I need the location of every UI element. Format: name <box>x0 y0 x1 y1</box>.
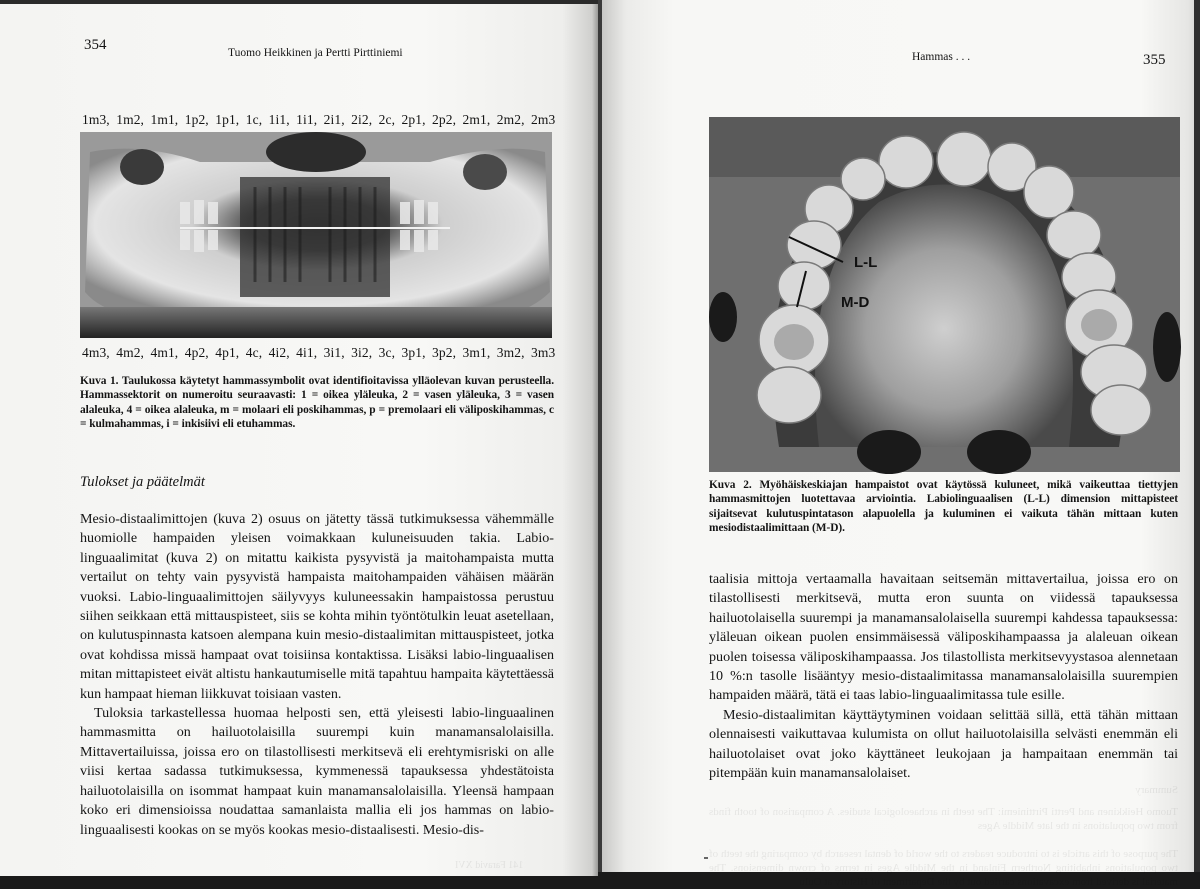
show-through-abstract: The purpose of this article is to introduce readers to the world of dental research by comparing the teeth of two populations inhabiting Northern Finland in the Middle Ages in terms of crown dimensions. The material is derived from excavations carried out by the Department of History at Oulu <box>709 848 1178 888</box>
paragraph: Mesio-distaalimittojen (kuva 2) osuus on jätetty tässä tutkimuksessa vähemmälle huomiolle hampaiden yleisen voimakkaan kuluneisuuden takia. Labio-linguaalimitat (kuva 2) on mitattu kaikista pysyvistä ja maitohampaista mutta vertailut on tehty vain pysyvistä hampaista maitohampaiden vähäisen määrän vuoksi. Labio-linguaalimittojen säilyvyys kuluneessakin hampaistossa perustuu siihen seikkaan että mittauspisteet, siis se kohta mihin työntötulkin leuat asetellaan, on kulutuspinnasta katsoen alempana kuin mesio-distaalimitan mittauspisteet, jotka ovat kohdissa missä hampaat ovat toisiinsa kontaktissa. Lisäksi labio-linguaalisen mitan mittapisteet eivät altistu hankautumiselle mitä tapahtuu hampaita käytettäessä kun hampaat hieman liikkuvat toisiaan vasten. <box>80 511 554 702</box>
paragraph: Mesio-distaalimitan käyttäytyminen voidaan selittää sillä, että tähän mittaan olennaisesti vaikuttavaa kulumista on ollut hailuotolaisilla selvästi enemmän eli hailuotolaiset ovat joko käyttäneet leukojaan ja hampaitaan enemmän tai pitempään kuin manamansalolaiset. <box>709 706 1178 782</box>
show-through-text: 141 Faravid XVI <box>455 860 524 871</box>
paragraph: taalisia mittoja vertaamalla havaitaan seitsemän mittavertailua, joissa ero on tilastollisesti merkitsevä, mutta eron suunta on viidessä tapauksessa hailuotolaisella suurempi ja manamansalolaisella suurempi kahdessa tapauksessa: yläleuan oikean puolen ensimmäisessä väliposkihampaassa ja alaleuan oikean puolen toisessa väliposkihampaassa. Jos tilastollista merkitsevyystasoa alennetaan 10 %:n tasolle lisääntyy mesio-distaalimitassa manamansalolaisilla suurempien hampaiden määrä, tätä ei taas labio-linguaalimitassa tule esille. <box>709 571 1178 704</box>
paragraph: Tuloksia tarkastellessa huomaa helposti sen, että yleisesti labio-linguaalinen hammasmitta on hailuotolaisilla suurempi kuin manamansalolaisilla. Mittavertailuissa, joissa ero on tilastollisesti merkitsevä eli erehtymisriski on alle viisi kertaa sadassa tutkimuksessa, kymmenessä tapauksessa yhdestätoista hailuotolaisilla on isommat hampaat kuin manamansalolaisilla. Yleensä hampaan koko eri dimensioissa noudattaa samanlaista mallia eli jos hammas on labio-linguaalisesti kookas on se myös kookas mesio-distaalisesti. Mesio-dis- <box>80 705 554 838</box>
left-body-text <box>80 510 554 840</box>
panoramic-xray-image <box>80 132 552 338</box>
show-through-authors: Tuomo Heikkinen and Pertti Pirttiniemi: The teeth in archaeological studies. A comparison of tooth finds from two populations in the late Middle Ages <box>709 806 1178 832</box>
right-page <box>602 0 1200 888</box>
section-heading: Tulokset ja päätelmät <box>80 474 205 490</box>
show-through-summary <box>709 783 1178 889</box>
dental-arch-photo <box>709 117 1180 472</box>
upper-tooth-codes: 1m3, 1m2, 1m1, 1p2, 1p1, 1c, 1i1, 1i1, 2i1, 2i2, 2c, 2p1, 2p2, 2m1, 2m2, 2m3 <box>82 112 556 127</box>
running-head-left: Tuomo Heikkinen ja Pertti Pirttiniemi <box>228 47 403 59</box>
show-through-heading: Summary <box>1135 784 1178 796</box>
lower-tooth-codes: 4m3, 4m2, 4m1, 4p2, 4p1, 4c, 4i2, 4i1, 3i1, 3i2, 3c, 3p1, 3p2, 3m1, 3m2, 3m3 <box>82 345 556 360</box>
left-page <box>0 0 598 876</box>
right-body-text <box>709 570 1178 783</box>
figure-1-caption: Kuva 1. Taulukossa käytetyt hammassymbolit ovat identifioitavissa ylläolevan kuvan perusteella. Hammassektorit on numeroitu seuraavasti: 1 = oikea yläleuka, 2 = vasen yläleuka, 3 = vasen alaleuka, 4 = oikea alaleuka, m = molaari eli poskihammas, p = premolaari eli väliposkihammas, c = kulmahammas, i = inkisiivi eli etuhammas. <box>80 375 554 431</box>
figure-2-caption: Kuva 2. Myöhäiskeskiajan hampaistot ovat käytössä kuluneet, mikä vaikeuttaa tiettyjen hammasmittojen luotettavaa arviointia. Labiolinguaalisen (L-L) dimension mittapisteet sijaitsevat kulutuspintatason alapuolella ja kuluminen ei vaikuta tähän mittaan kuten mesiodistaalimittaan (M-D). <box>709 479 1178 535</box>
stray-mark <box>704 857 708 859</box>
running-head-right: Hammas . . . <box>912 51 971 63</box>
label-ll: L-L <box>854 254 878 271</box>
page-number-right: 355 <box>1143 52 1166 68</box>
label-md: M-D <box>841 294 870 311</box>
page-number-left: 354 <box>84 37 107 53</box>
